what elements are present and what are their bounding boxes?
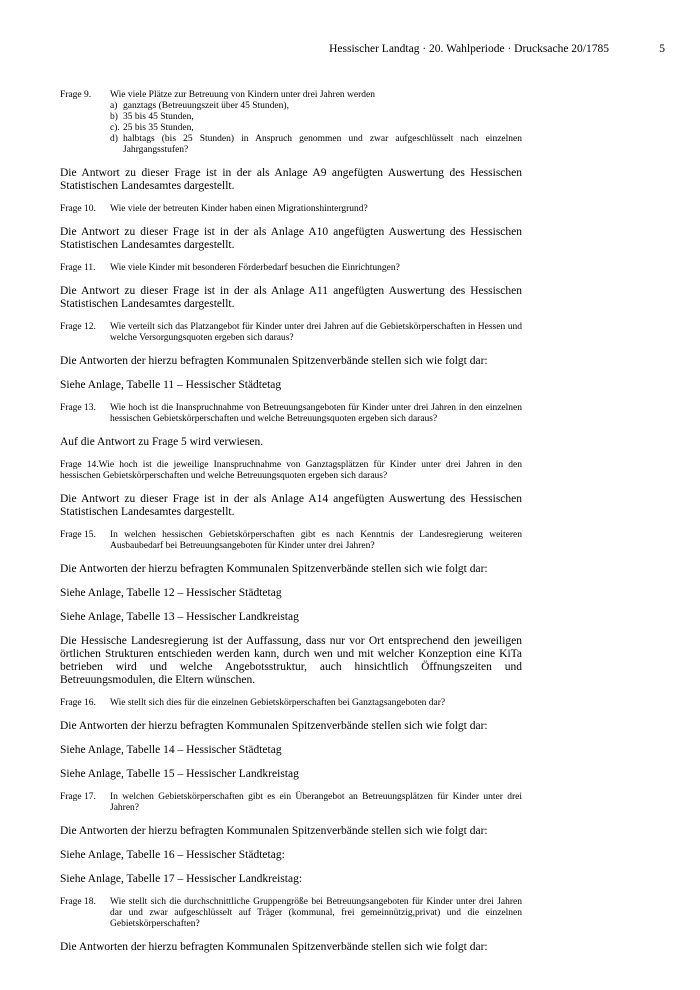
question-block [60,204,522,215]
answer-paragraph: Die Antworten der hierzu befragten Kommunalen Spitzenverbände stellen sich wie folgt dar: [60,355,488,367]
sublist-text: 25 bis 35 Stunden, [123,123,194,133]
question-label: Frage 11. [60,263,96,273]
sublist-item [110,101,522,112]
question-label: Frage 13. [60,403,96,413]
question-label: Frage 15. [60,530,96,540]
question-text: Wie viele Kinder mit besonderen Förderbedarf besuchen die Einrichtungen? [110,263,400,273]
question-label: Frage 18. [60,897,96,907]
answer-paragraph: Die Antwort zu dieser Frage ist in der als Anlage A11 angefügten Auswertung des Hessischen Statistischen Landesamtes dargestellt. [60,285,522,310]
question-block [60,530,522,552]
question-text: Wie verteilt sich das Platzangebot für Kinder unter drei Jahren auf die Gebietskörperschaften in Hessen und welche Versorgungsquoten ergeben sich daraus? [110,322,522,343]
sublist-item [110,134,522,156]
answer-paragraph: Siehe Anlage, Tabelle 11 – Hessischer Städtetag [60,379,282,391]
question-text: Wie stellt sich die durchschnittliche Gruppengröße bei Betreuungsangeboten für Kinder unter drei Jahren dar und zwar aufgeschlüsselt auf Träger (kommunal, frei gemeinnützig,privat) und die einzelnen Gebietskörperschaften? [110,897,522,929]
answer-paragraph: Die Antworten der hierzu befragten Kommunalen Spitzenverbände stellen sich wie folgt dar: [60,825,488,837]
question-sublist [110,101,522,156]
sublist-marker: b) [110,112,118,122]
question-text: Wie hoch ist die Inanspruchnahme von Betreuungsangeboten für Kinder unter drei Jahren in den einzelnen hessischen Gebietskörperschaften und welche Betreuungsquoten ergeben sich daraus? [110,403,522,424]
question-block [60,698,522,709]
answer-paragraph: Die Antworten der hierzu befragten Kommunalen Spitzenverbände stellen sich wie folgt dar: [60,563,488,575]
page-header [60,43,665,59]
sublist-item [110,123,522,134]
sublist-text: halbtags (bis 25 Stunden) in Anspruch genommen und zwar aufgeschlüsselt nach einzelnen Jahrgangsstufen? [123,134,522,155]
document-body [60,90,522,965]
sublist-marker: d) [110,134,118,144]
running-head: Hessischer Landtag · 20. Wahlperiode · Drucksache 20/1785 [329,43,609,55]
question-label: Frage 10. [60,204,96,214]
question-label: Frage 14. [60,460,99,470]
question-text: In welchen Gebietskörperschaften gibt es ein Überangebot an Betreuungsplätzen für Kinder unter drei Jahren? [110,792,522,813]
answer-paragraph: Die Antworten der hierzu befragten Kommunalen Spitzenverbände stellen sich wie folgt dar: [60,720,488,732]
answer-paragraph: Siehe Anlage, Tabelle 12 – Hessischer Städtetag [60,587,282,599]
question-content [110,263,522,274]
question-content [110,897,522,930]
question-label: Frage 17. [60,792,96,802]
answer-paragraph: Die Antworten der hierzu befragten Kommunalen Spitzenverbände stellen sich wie folgt dar: [60,941,488,953]
answer-paragraph: Siehe Anlage, Tabelle 14 – Hessischer Städtetag [60,744,282,756]
answer-paragraph: Siehe Anlage, Tabelle 15 – Hessischer Landkreistag [60,768,299,780]
question-label: Frage 9. [60,90,92,100]
question-content [110,792,522,814]
question-text: In welchen hessischen Gebietskörperschaften gibt es nach Kenntnis der Landesregierung weiteren Ausbaubedarf bei Betreuungsangeboten für Kinder unter drei Jahren? [110,530,522,551]
sublist-text: 35 bis 45 Stunden, [123,112,194,122]
answer-paragraph: Auf die Antwort zu Frage 5 wird verwiesen. [60,436,264,448]
answer-paragraph: Die Antwort zu dieser Frage ist in der als Anlage A14 angefügten Auswertung des Hessischen Statistischen Landesamtes dargestellt. [60,493,522,518]
question-text: Wie viele der betreuten Kinder haben einen Migrationshintergrund? [110,204,368,214]
question-content [110,322,522,344]
question-label: Frage 16. [60,698,96,708]
answer-paragraph: Die Antwort zu dieser Frage ist in der als Anlage A10 angefügten Auswertung des Hessischen Statistischen Landesamtes dargestellt. [60,226,522,251]
question-block [60,90,522,156]
answer-paragraph: Die Hessische Landesregierung ist der Auffassung, dass nur vor Ort entsprechend den jeweiligen örtlichen Strukturen entschieden werden kann, durch wen und mit welcher Konzeption eine KiTa betrieben wird und welche Angebotsstruktur, auch hinsichtlich Öffnungszeiten und Betreuungsmodulen, die Eltern wünschen. [60,635,522,686]
question-text: Wie viele Plätze zur Betreuung von Kindern unter drei Jahren werden [110,90,375,100]
question-block [60,897,522,930]
question-block [60,460,522,482]
sublist-marker: a) [110,101,118,111]
question-content [110,530,522,552]
answer-paragraph: Siehe Anlage, Tabelle 16 – Hessischer Städtetag: [60,849,285,861]
sublist-text: ganztags (Betreuungszeit über 45 Stunden), [123,101,289,111]
question-text: Wie stellt sich dies für die einzelnen Gebietskörperschaften bei Ganztagsangeboten dar? [110,698,446,708]
question-content [110,90,522,156]
question-block [60,792,522,814]
answer-paragraph: Siehe Anlage, Tabelle 13 – Hessischer Landkreistag [60,611,299,623]
question-content [110,204,522,215]
question-block [60,403,522,425]
question-content [110,403,522,425]
answer-paragraph: Siehe Anlage, Tabelle 17 – Hessischer Landkreistag: [60,873,303,885]
question-block [60,322,522,344]
question-label: Frage 12. [60,322,96,332]
question-text: Wie hoch ist die jeweilige Inanspruchnahme von Ganztagsplätzen für Kinder unter drei Jahren in den hessischen Gebietskörperschaften und welche Betreuungsquoten ergeben sich daraus? [60,460,522,481]
question-block [60,263,522,274]
page-number: 5 [659,43,665,55]
sublist-marker: c). [110,123,120,133]
answer-paragraph: Die Antwort zu dieser Frage ist in der als Anlage A9 angefügten Auswertung des Hessischen Statistischen Landesamtes dargestellt. [60,167,522,192]
sublist-item [110,112,522,123]
question-content [110,698,522,709]
